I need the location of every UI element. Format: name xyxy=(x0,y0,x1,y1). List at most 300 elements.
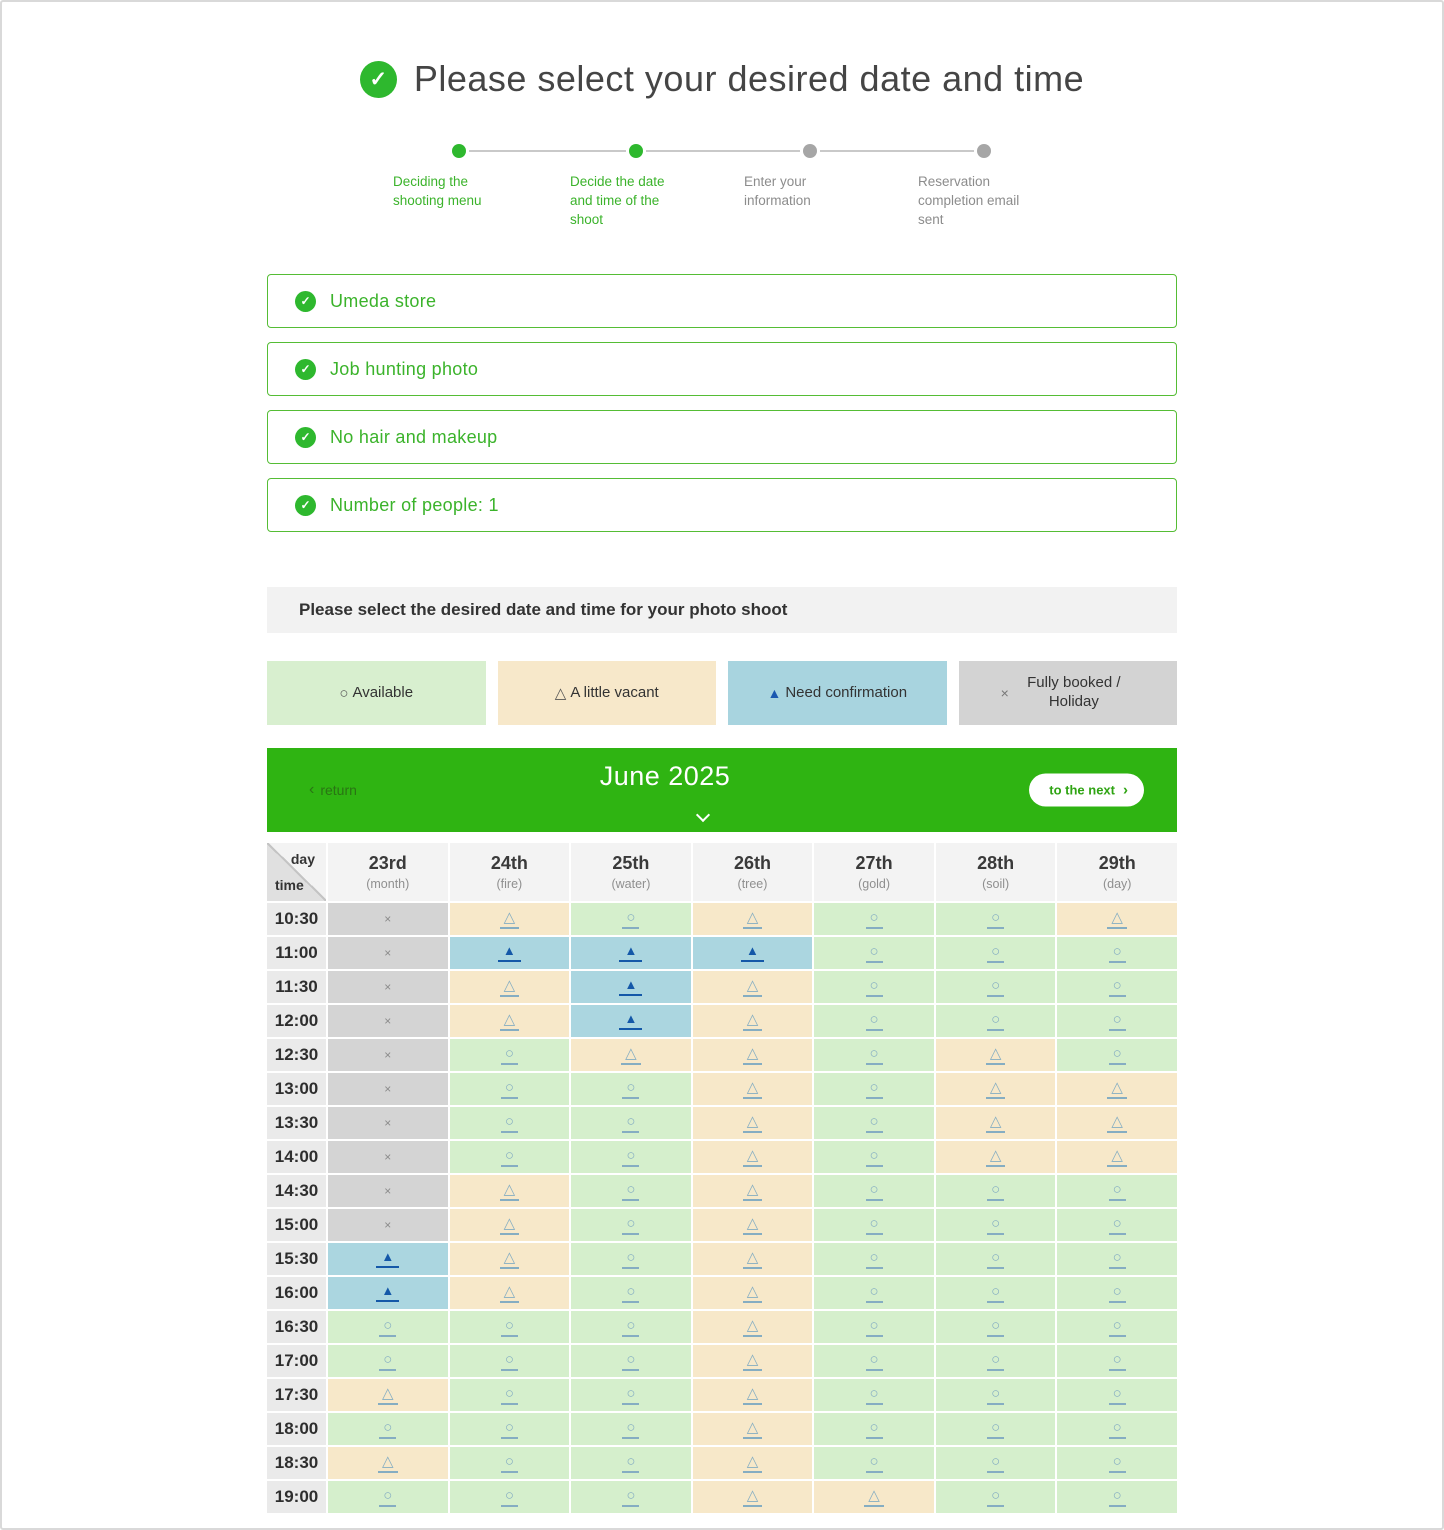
slot-28th-1900[interactable] xyxy=(936,1481,1056,1513)
corner-day-label: day xyxy=(290,851,315,867)
slot-28th-1530[interactable] xyxy=(936,1243,1056,1275)
slot-24th-1730[interactable] xyxy=(450,1379,570,1411)
slot-25th-1130[interactable] xyxy=(571,971,691,1003)
slot-26th-1600[interactable] xyxy=(693,1277,813,1309)
slot-27th-1300[interactable] xyxy=(814,1073,934,1105)
slot-28th-1730[interactable] xyxy=(936,1379,1056,1411)
availability-symbol-o: ○ xyxy=(866,1420,883,1439)
availability-symbol-o: ○ xyxy=(987,1352,1004,1371)
return-button[interactable] xyxy=(309,782,357,798)
slot-28th-1330[interactable] xyxy=(936,1107,1056,1139)
slot-26th-1630[interactable] xyxy=(693,1311,813,1343)
availability-symbol-x: × xyxy=(384,946,392,960)
step-connector xyxy=(469,150,626,152)
availability-symbol-o: ○ xyxy=(866,1386,883,1405)
availability-symbol-o: ○ xyxy=(622,1114,639,1133)
availability-symbol-o: ○ xyxy=(987,1318,1004,1337)
availability-symbol-c: ▲ xyxy=(741,944,764,962)
availability-symbol-o: ○ xyxy=(501,1352,518,1371)
selected-option-label: Umeda store xyxy=(330,290,437,311)
available-symbol-icon: ○ xyxy=(339,684,349,702)
availability-symbol-o: ○ xyxy=(622,1454,639,1473)
slot-25th-1500[interactable] xyxy=(571,1209,691,1241)
step-connector xyxy=(820,150,974,152)
availability-symbol-o: ○ xyxy=(1109,1284,1126,1303)
slot-23rd-1600[interactable] xyxy=(328,1277,448,1309)
availability-symbol-t: △ xyxy=(743,978,763,997)
slot-24th-1200[interactable] xyxy=(450,1005,570,1037)
slot-25th-1300[interactable] xyxy=(571,1073,691,1105)
slot-26th-1730[interactable] xyxy=(693,1379,813,1411)
slot-29th-1330[interactable] xyxy=(1057,1107,1177,1139)
day-weekday: (gold) xyxy=(858,877,891,891)
step-dot-2 xyxy=(629,144,643,158)
slot-27th-1200[interactable] xyxy=(814,1005,934,1037)
slot-26th-1700[interactable] xyxy=(693,1345,813,1377)
availability-symbol-c: ▲ xyxy=(498,944,521,962)
slot-29th-1130[interactable] xyxy=(1057,971,1177,1003)
availability-symbol-t: △ xyxy=(743,1182,763,1201)
slot-27th-1630[interactable] xyxy=(814,1311,934,1343)
calendar-header-bar xyxy=(267,748,1177,832)
slot-23rd-1200 xyxy=(328,1005,448,1037)
slot-24th-1800[interactable] xyxy=(450,1413,570,1445)
availability-symbol-o: ○ xyxy=(987,1250,1004,1269)
availability-symbol-o: ○ xyxy=(379,1318,396,1337)
slot-25th-1430[interactable] xyxy=(571,1175,691,1207)
page-title-row xyxy=(267,58,1177,100)
selected-option-label: Number of people: 1 xyxy=(330,494,499,515)
availability-symbol-o: ○ xyxy=(866,910,883,929)
availability-symbol-t: △ xyxy=(743,1148,763,1167)
slot-24th-1630[interactable] xyxy=(450,1311,570,1343)
slot-23rd-1700[interactable] xyxy=(328,1345,448,1377)
slot-24th-1400[interactable] xyxy=(450,1141,570,1173)
availability-symbol-t: △ xyxy=(1107,1080,1127,1099)
availability-symbol-o: ○ xyxy=(866,1318,883,1337)
chevron-down-icon xyxy=(696,808,710,822)
slot-29th-1730[interactable] xyxy=(1057,1379,1177,1411)
slot-26th-1200[interactable] xyxy=(693,1005,813,1037)
availability-symbol-t: △ xyxy=(1107,1114,1127,1133)
availability-symbol-o: ○ xyxy=(1109,1386,1126,1405)
little-vacant-symbol-icon: △ xyxy=(554,684,567,702)
slot-26th-1300[interactable] xyxy=(693,1073,813,1105)
slot-25th-1900[interactable] xyxy=(571,1481,691,1513)
slot-27th-1530[interactable] xyxy=(814,1243,934,1275)
selected-option xyxy=(267,274,1177,328)
slot-25th-1200[interactable] xyxy=(571,1005,691,1037)
next-button[interactable] xyxy=(1029,774,1144,807)
slot-26th-1230[interactable] xyxy=(693,1039,813,1071)
day-date: 27th xyxy=(855,853,893,873)
slot-29th-1430[interactable] xyxy=(1057,1175,1177,1207)
availability-symbol-o: ○ xyxy=(987,978,1004,997)
availability-symbol-t: △ xyxy=(743,1012,763,1031)
availability-symbol-o: ○ xyxy=(987,1182,1004,1201)
chevron-left-icon: ‹ xyxy=(309,781,315,798)
day-weekday: (fire) xyxy=(496,877,523,891)
availability-symbol-o: ○ xyxy=(866,944,883,963)
time-label-1430: 14:30 xyxy=(267,1175,326,1207)
slot-25th-1530[interactable] xyxy=(571,1243,691,1275)
time-label-1030: 10:30 xyxy=(267,903,326,935)
time-label-1100: 11:00 xyxy=(267,937,326,969)
availability-symbol-o: ○ xyxy=(866,1454,883,1473)
selected-option xyxy=(267,342,1177,396)
availability-symbol-t: △ xyxy=(743,1420,763,1439)
slot-28th-1030[interactable] xyxy=(936,903,1056,935)
slot-29th-1400[interactable] xyxy=(1057,1141,1177,1173)
selected-option xyxy=(267,410,1177,464)
progress-steps xyxy=(267,144,1177,240)
slot-24th-1500[interactable] xyxy=(450,1209,570,1241)
slot-23rd-1100 xyxy=(328,937,448,969)
slot-23rd-1830[interactable] xyxy=(328,1447,448,1479)
availability-symbol-o: ○ xyxy=(622,1284,639,1303)
availability-symbol-o: ○ xyxy=(622,1216,639,1235)
slot-27th-1100[interactable] xyxy=(814,937,934,969)
slot-26th-1900[interactable] xyxy=(693,1481,813,1513)
time-label-1700: 17:00 xyxy=(267,1345,326,1377)
availability-symbol-t: △ xyxy=(986,1046,1006,1065)
availability-symbol-o: ○ xyxy=(1109,1318,1126,1337)
slot-24th-1230[interactable] xyxy=(450,1039,570,1071)
availability-symbol-o: ○ xyxy=(501,1454,518,1473)
day-date: 23rd xyxy=(368,853,407,873)
slot-27th-1830[interactable] xyxy=(814,1447,934,1479)
slot-26th-1330[interactable] xyxy=(693,1107,813,1139)
availability-symbol-t: △ xyxy=(743,1250,763,1269)
day-weekday: (tree) xyxy=(737,877,768,891)
legend-label: Fully booked / Holiday xyxy=(1027,674,1121,710)
time-label-1230: 12:30 xyxy=(267,1039,326,1071)
slot-29th-1530[interactable] xyxy=(1057,1243,1177,1275)
slot-29th-1900[interactable] xyxy=(1057,1481,1177,1513)
month-selector[interactable] xyxy=(600,761,731,792)
availability-symbol-t: △ xyxy=(743,910,763,929)
availability-symbol-t: △ xyxy=(986,1148,1006,1167)
slot-23rd-1530[interactable] xyxy=(328,1243,448,1275)
slot-27th-1230[interactable] xyxy=(814,1039,934,1071)
slot-25th-1800[interactable] xyxy=(571,1413,691,1445)
slot-29th-1600[interactable] xyxy=(1057,1277,1177,1309)
slot-24th-1700[interactable] xyxy=(450,1345,570,1377)
slot-26th-1130[interactable] xyxy=(693,971,813,1003)
slot-25th-1700[interactable] xyxy=(571,1345,691,1377)
fully-booked-symbol-icon: × xyxy=(1000,685,1009,701)
availability-symbol-o: ○ xyxy=(1109,1454,1126,1473)
day-weekday: (soil) xyxy=(982,877,1010,891)
check-circle-icon: ✓ xyxy=(295,291,316,312)
slot-24th-1300[interactable] xyxy=(450,1073,570,1105)
slot-27th-1800[interactable] xyxy=(814,1413,934,1445)
slot-27th-1700[interactable] xyxy=(814,1345,934,1377)
availability-symbol-o: ○ xyxy=(987,1488,1004,1507)
availability-symbol-o: ○ xyxy=(866,1250,883,1269)
slot-26th-1530[interactable] xyxy=(693,1243,813,1275)
day-header-28th xyxy=(936,843,1056,901)
chevron-right-icon: › xyxy=(1123,781,1128,799)
slot-27th-1900[interactable] xyxy=(814,1481,934,1513)
availability-symbol-o: ○ xyxy=(866,1352,883,1371)
availability-symbol-o: ○ xyxy=(987,910,1004,929)
slot-23rd-1300 xyxy=(328,1073,448,1105)
step-dot-4 xyxy=(977,144,991,158)
availability-symbol-t: △ xyxy=(500,1012,520,1031)
slot-27th-1400[interactable] xyxy=(814,1141,934,1173)
availability-symbol-o: ○ xyxy=(622,1148,639,1167)
slot-29th-1630[interactable] xyxy=(1057,1311,1177,1343)
slot-28th-1700[interactable] xyxy=(936,1345,1056,1377)
slot-27th-1330[interactable] xyxy=(814,1107,934,1139)
slot-28th-1100[interactable] xyxy=(936,937,1056,969)
availability-symbol-o: ○ xyxy=(622,1318,639,1337)
step-label-3: Enter your information xyxy=(744,174,811,208)
availability-symbol-x: × xyxy=(384,1116,392,1130)
availability-symbol-t: △ xyxy=(743,1318,763,1337)
slot-24th-1900[interactable] xyxy=(450,1481,570,1513)
slot-28th-1800[interactable] xyxy=(936,1413,1056,1445)
page-title: Please select your desired date and time xyxy=(413,58,1085,99)
availability-symbol-o: ○ xyxy=(501,1420,518,1439)
availability-symbol-x: × xyxy=(384,1184,392,1198)
slot-23rd-1230 xyxy=(328,1039,448,1071)
availability-symbol-o: ○ xyxy=(866,1182,883,1201)
day-header-26th xyxy=(693,843,813,901)
slot-28th-1200[interactable] xyxy=(936,1005,1056,1037)
next-label: to the next xyxy=(1049,782,1115,798)
availability-symbol-o: ○ xyxy=(866,1012,883,1031)
day-date: 26th xyxy=(733,853,771,873)
availability-symbol-o: ○ xyxy=(501,1318,518,1337)
legend-little-vacant xyxy=(498,661,717,725)
slot-26th-1500[interactable] xyxy=(693,1209,813,1241)
availability-symbol-o: ○ xyxy=(987,1216,1004,1235)
check-circle-icon: ✓ xyxy=(295,495,316,516)
slot-24th-1430[interactable] xyxy=(450,1175,570,1207)
month-label: June 2025 xyxy=(599,761,731,791)
availability-symbol-o: ○ xyxy=(501,1046,518,1065)
table-corner-cell xyxy=(267,843,326,901)
slot-26th-1830[interactable] xyxy=(693,1447,813,1479)
time-label-1200: 12:00 xyxy=(267,1005,326,1037)
time-label-1400: 14:00 xyxy=(267,1141,326,1173)
slot-24th-1600[interactable] xyxy=(450,1277,570,1309)
availability-symbol-o: ○ xyxy=(501,1386,518,1405)
check-circle-icon: ✓ xyxy=(295,359,316,380)
availability-symbol-o: ○ xyxy=(1109,1250,1126,1269)
availability-symbol-o: ○ xyxy=(501,1080,518,1099)
availability-symbol-x: × xyxy=(384,1048,392,1062)
day-date: 25th xyxy=(612,853,650,873)
availability-symbol-o: ○ xyxy=(1109,1488,1126,1507)
availability-symbol-o: ○ xyxy=(379,1420,396,1439)
slot-25th-1330[interactable] xyxy=(571,1107,691,1139)
time-label-1800: 18:00 xyxy=(267,1413,326,1445)
availability-symbol-t: △ xyxy=(986,1114,1006,1133)
availability-symbol-o: ○ xyxy=(987,1420,1004,1439)
availability-symbol-o: ○ xyxy=(622,1488,639,1507)
legend-label: A little vacant xyxy=(570,683,659,701)
slot-25th-1030[interactable] xyxy=(571,903,691,935)
slot-28th-1130[interactable] xyxy=(936,971,1056,1003)
availability-symbol-o: ○ xyxy=(866,1046,883,1065)
slot-27th-1600[interactable] xyxy=(814,1277,934,1309)
slot-29th-1200[interactable] xyxy=(1057,1005,1177,1037)
availability-symbol-o: ○ xyxy=(866,1114,883,1133)
slot-29th-1030[interactable] xyxy=(1057,903,1177,935)
return-label: return xyxy=(320,782,357,798)
day-weekday: (month) xyxy=(366,877,410,891)
slot-25th-1230[interactable] xyxy=(571,1039,691,1071)
availability-symbol-x: × xyxy=(384,1082,392,1096)
availability-symbol-o: ○ xyxy=(1109,1182,1126,1201)
slot-29th-1800[interactable] xyxy=(1057,1413,1177,1445)
day-weekday: (day) xyxy=(1102,877,1132,891)
slot-29th-1230[interactable] xyxy=(1057,1039,1177,1071)
selected-option-label: No hair and makeup xyxy=(330,426,498,447)
availability-symbol-t: △ xyxy=(378,1454,398,1473)
time-label-1730: 17:30 xyxy=(267,1379,326,1411)
slot-26th-1400[interactable] xyxy=(693,1141,813,1173)
step-dot-1 xyxy=(452,144,466,158)
slot-27th-1500[interactable] xyxy=(814,1209,934,1241)
availability-symbol-o: ○ xyxy=(866,1216,883,1235)
slot-23rd-1030 xyxy=(328,903,448,935)
availability-symbol-t: △ xyxy=(743,1114,763,1133)
slot-26th-1030[interactable] xyxy=(693,903,813,935)
availability-symbol-o: ○ xyxy=(987,944,1004,963)
time-label-1600: 16:00 xyxy=(267,1277,326,1309)
availability-symbol-o: ○ xyxy=(379,1352,396,1371)
availability-symbol-o: ○ xyxy=(866,1148,883,1167)
availability-symbol-t: △ xyxy=(743,1454,763,1473)
slot-26th-1100[interactable] xyxy=(693,937,813,969)
slot-25th-1100[interactable] xyxy=(571,937,691,969)
day-date: 29th xyxy=(1098,853,1136,873)
slot-24th-1330[interactable] xyxy=(450,1107,570,1139)
slot-28th-1230[interactable] xyxy=(936,1039,1056,1071)
slot-24th-1530[interactable] xyxy=(450,1243,570,1275)
legend-available xyxy=(267,661,486,725)
time-label-1500: 15:00 xyxy=(267,1209,326,1241)
availability-symbol-o: ○ xyxy=(622,1352,639,1371)
slot-23rd-1400 xyxy=(328,1141,448,1173)
availability-symbol-o: ○ xyxy=(622,910,639,929)
slot-23rd-1900[interactable] xyxy=(328,1481,448,1513)
slot-28th-1600[interactable] xyxy=(936,1277,1056,1309)
availability-symbol-c: ▲ xyxy=(376,1250,399,1268)
time-label-1330: 13:30 xyxy=(267,1107,326,1139)
slot-28th-1630[interactable] xyxy=(936,1311,1056,1343)
time-label-1830: 18:30 xyxy=(267,1447,326,1479)
slot-29th-1830[interactable] xyxy=(1057,1447,1177,1479)
slot-28th-1430[interactable] xyxy=(936,1175,1056,1207)
slot-25th-1730[interactable] xyxy=(571,1379,691,1411)
availability-symbol-o: ○ xyxy=(1109,1216,1126,1235)
availability-symbol-o: ○ xyxy=(501,1114,518,1133)
availability-symbol-t: △ xyxy=(378,1386,398,1405)
step-label-4: Reservation completion email sent xyxy=(918,174,1020,227)
slot-29th-1100[interactable] xyxy=(1057,937,1177,969)
slot-29th-1700[interactable] xyxy=(1057,1345,1177,1377)
slot-25th-1830[interactable] xyxy=(571,1447,691,1479)
slot-28th-1830[interactable] xyxy=(936,1447,1056,1479)
availability-table xyxy=(267,843,1177,1513)
slot-25th-1400[interactable] xyxy=(571,1141,691,1173)
availability-symbol-t: △ xyxy=(1107,910,1127,929)
check-circle-icon: ✓ xyxy=(295,427,316,448)
slot-29th-1500[interactable] xyxy=(1057,1209,1177,1241)
availability-symbol-x: × xyxy=(384,912,392,926)
availability-symbol-o: ○ xyxy=(1109,1046,1126,1065)
availability-symbol-o: ○ xyxy=(501,1148,518,1167)
step-label-2: Decide the date and time of the shoot xyxy=(570,174,665,227)
slot-23rd-1800[interactable] xyxy=(328,1413,448,1445)
slot-24th-1100[interactable] xyxy=(450,937,570,969)
day-header-29th xyxy=(1057,843,1177,901)
slot-23rd-1500 xyxy=(328,1209,448,1241)
availability-symbol-x: × xyxy=(384,1014,392,1028)
availability-symbol-o: ○ xyxy=(987,1284,1004,1303)
slot-27th-1130[interactable] xyxy=(814,971,934,1003)
day-weekday: (water) xyxy=(611,877,651,891)
slot-25th-1600[interactable] xyxy=(571,1277,691,1309)
time-label-1530: 15:30 xyxy=(267,1243,326,1275)
slot-28th-1300[interactable] xyxy=(936,1073,1056,1105)
availability-symbol-t: △ xyxy=(500,1182,520,1201)
time-label-1630: 16:30 xyxy=(267,1311,326,1343)
availability-symbol-o: ○ xyxy=(501,1488,518,1507)
availability-symbol-c: ▲ xyxy=(619,1012,642,1030)
slot-23rd-1730[interactable] xyxy=(328,1379,448,1411)
legend-need-confirmation xyxy=(728,661,947,725)
availability-symbol-t: △ xyxy=(621,1046,641,1065)
slot-24th-1030[interactable] xyxy=(450,903,570,935)
time-label-1900: 19:00 xyxy=(267,1481,326,1513)
availability-legend xyxy=(267,661,1177,725)
slot-28th-1500[interactable] xyxy=(936,1209,1056,1241)
availability-symbol-o: ○ xyxy=(1109,1012,1126,1031)
slot-28th-1400[interactable] xyxy=(936,1141,1056,1173)
day-date: 24th xyxy=(490,853,528,873)
slot-26th-1430[interactable] xyxy=(693,1175,813,1207)
slot-25th-1630[interactable] xyxy=(571,1311,691,1343)
time-label-1300: 13:00 xyxy=(267,1073,326,1105)
availability-symbol-o: ○ xyxy=(622,1182,639,1201)
corner-time-label: time xyxy=(275,877,304,893)
slot-24th-1830[interactable] xyxy=(450,1447,570,1479)
day-header-24th xyxy=(450,843,570,901)
availability-symbol-o: ○ xyxy=(987,1386,1004,1405)
selected-option xyxy=(267,478,1177,532)
availability-symbol-t: △ xyxy=(500,1250,520,1269)
availability-symbol-o: ○ xyxy=(622,1080,639,1099)
slot-27th-1730[interactable] xyxy=(814,1379,934,1411)
availability-symbol-c: ▲ xyxy=(619,978,642,996)
availability-symbol-o: ○ xyxy=(622,1420,639,1439)
slot-24th-1130[interactable] xyxy=(450,971,570,1003)
step-connector xyxy=(646,150,800,152)
slot-27th-1030[interactable] xyxy=(814,903,934,935)
slot-29th-1300[interactable] xyxy=(1057,1073,1177,1105)
availability-symbol-t: △ xyxy=(864,1488,884,1507)
selected-options xyxy=(267,274,1177,532)
slot-23rd-1630[interactable] xyxy=(328,1311,448,1343)
slot-27th-1430[interactable] xyxy=(814,1175,934,1207)
slot-26th-1800[interactable] xyxy=(693,1413,813,1445)
